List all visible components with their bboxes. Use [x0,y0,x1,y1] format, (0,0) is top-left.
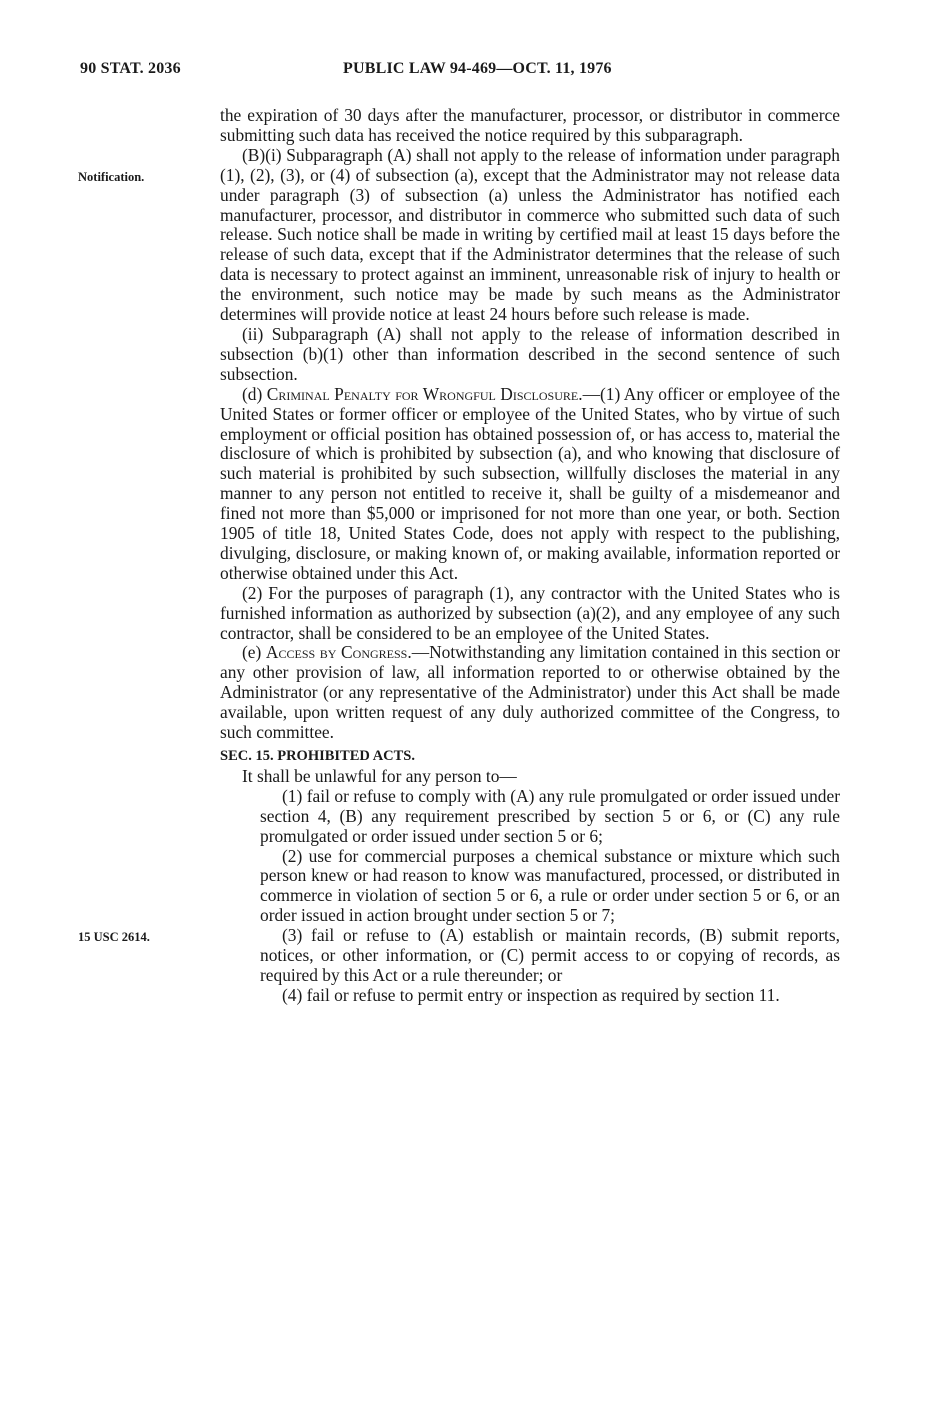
list-item: (2) use for commercial purposes a chemical substance or mixture which such person knew or had reason to know was manufactured, processed, or distributed in commerce in violation of section 5 or 6, a rule or order under section 5 or 6, or an order issued in action brought under section 5 or 7; [260,845,840,926]
paragraph-e [220,643,840,743]
margin-note-notification: Notification. [78,170,145,184]
page-header [80,60,860,84]
paragraph-d-2: (2) For the purposes of paragraph (1), any contractor with the United States who is furnished information as authorized by subsection (a)(2), and any employee of any such contractor, shall be considered to be an employee of the United States. [220,582,840,643]
list-item: (4) fail or refuse to permit entry or inspection as required by section 11. [282,984,780,1005]
paragraph-e-label: (e) [242,642,266,663]
list-item: (1) fail or refuse to comply with (A) any rule promulgated or order issued under section 4, (B) any requirement prescribed by section 5 or 6, or (C) any rule promulgated or order issued under section 5 or 6; [260,785,840,846]
paragraph-d-heading: Criminal Penalty for Wrongful Disclosure. [266,383,583,404]
paragraph-d-text: —(1) Any officer or employee of the United States or former officer or employee of the United States, who by virtue of such employment or official position has obtained possession of, or has access to, material the disclosure of which is prohibited by subsection (a), and who knowing that disclosure of such material is prohibited by such subsection, willfully discloses the material in any manner to any person not entitled to receive it, shall be guilty of a misdemeanor and fined not more than $5,000 or imprisoned for not more than one year, or both. Section 1905 of title 18, United States Code, does not apply with respect to the publishing, divulging, disclosure, or making known of, or making available, information reported or otherwise obtained under this Act. [220,383,840,583]
public-law-title: PUBLIC LAW 94-469—OCT. 11, 1976 [343,60,612,77]
section-intro: It shall be unlawful for any person to— [242,765,517,786]
paragraph-e-text: —Notwithstanding any limitation contained in this section or any other provision of law, all information reported to or otherwise obtained by the Administrator (or any representative of the Administrator) under this Act shall be made available, upon written request of any duly authorized committee of the Congress, to such committee. [220,642,840,743]
paragraph-continued: the expiration of 30 days after the manufacturer, processor, or distributor in commerce submitting such data has received the notice required by this subparagraph. [220,105,840,145]
section-heading: SEC. 15. PROHIBITED ACTS. [220,748,415,764]
list-item: (3) fail or refuse to (A) establish or maintain records, (B) submit reports, notices, or other information, or (C) permit access to or copying of records, as required by this Act or a rule thereunder; or [260,925,840,985]
paragraph-e-heading: Access by Congress. [265,642,412,663]
paragraph-d-label: (d) [242,383,267,404]
paragraph-b-ii: (ii) Subparagraph (A) shall not apply to the release of information described in subsection (b)(1) other than information described in the second sentence of such subsection. [220,323,840,384]
paragraph-b-i: (B)(i) Subparagraph (A) shall not apply to the release of information under paragraph (1), (2), (3), or (4) of subsection (a), except that the Administrator may not release data under paragraph (3) of subsection (a) unless the Administrator has notified each manufacturer, processor, and distributor in commerce who submitted such data of such release. Such notice shall be made in writing by certified mail at least 15 days before the release of such data, except that if the Administrator determines that the release of such data is necessary to protect against an imminent, unreasonable risk of injury to health or the environment, such notice may be made by such means as the Administrator determines will provide notice at least 24 hours before such release is made. [220,144,840,325]
paragraph-d [220,385,840,584]
margin-note-usc: 15 USC 2614. [78,930,150,944]
statute-page-number: 90 STAT. 2036 [80,60,181,77]
document-body [220,106,840,1006]
